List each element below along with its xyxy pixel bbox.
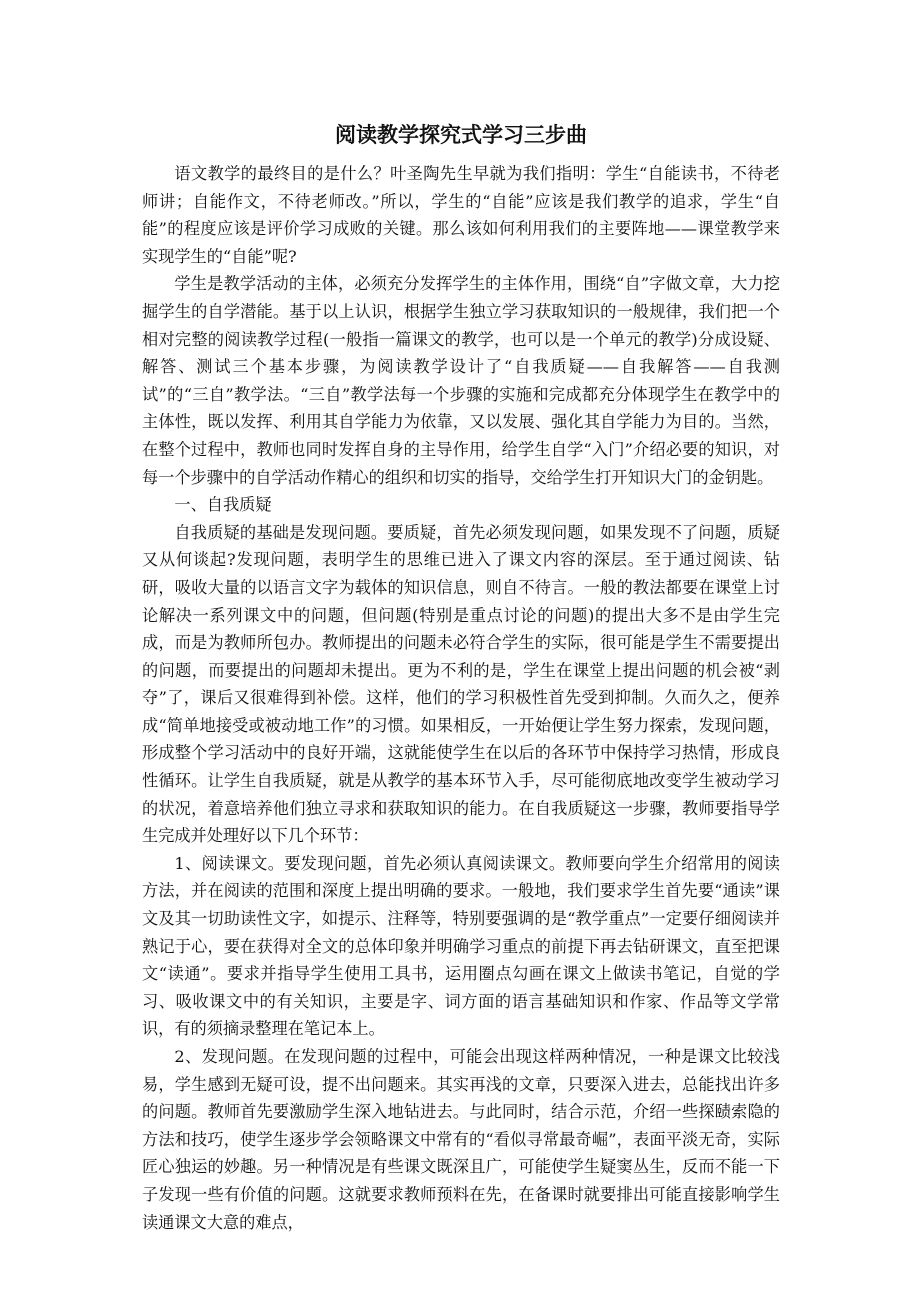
document-title: 阅读教学探究式学习三步曲 — [335, 123, 587, 147]
paragraph-finding-problems: 2、发现问题。在发现问题的过程中，可能会出现这样两种情况，一种是课文比较浅易，学生感到无疑可设，提不出问题来。其实再浅的文章，只要深入进去，总能找出许多的问题。教师首先要激励学生深入地钻进去。与此同时，结合示范，介绍一些探赜索隐的方法和技巧，使学生逐步学会领略课文中常有的“看似寻常最奇崛”，表面平淡无奇，实际匠心独运的妙趣。另一种情况是有些课文既深且广，可能使学生疑窦丛生，反而不能一下子发现一些有价值的问题。这就要求教师预料在先，在备课时就要排出可能直接影响学生读通课文大意的难点， — [142, 1047, 780, 1232]
paragraph-method: 学生是教学活动的主体，必须充分发挥学生的主体作用，围绕“自”字做文章，大力挖掘学生的自学潜能。基于以上认识，根据学生独立学习获取知识的一般规律，我们把一个相对完整的阅读教学过程(一般指一篇课文的教学，也可以是一个单元的教学)分成设疑、解答、测试三个基本步骤，为阅读教学设计了“自我质疑——自我解答——自我测试”的“三自”教学法。“三自”教学法每一个步骤的实施和完成都充分体现学生在教学中的主体性，既以发挥、利用其自学能力为依靠，又以发展、强化其自学能力为目的。当然，在整个过程中，教师也同时发挥自身的主导作用，给学生自学“入门”介绍必要的知识，对每一个步骤中的自学活动作精心的组织和切实的指导，交给学生打开知识大门的金钥匙。 — [142, 274, 780, 487]
section-heading-self-questioning: 一、自我质疑 — [174, 495, 272, 515]
paragraph-self-questioning: 自我质疑的基础是发现问题。要质疑，首先必须发现问题，如果发现不了问题，质疑又从何谈起?发现问题，表明学生的思维已进入了课文内容的深层。至于通过阅读、钻研，吸收大量的以语言文字为载体的知识信息，则自不待言。一般的教法都要在课堂上讨论解决一系列课文中的问题，但问题(特别是重点讨论的问题)的提出大多不是由学生完成，而是为教师所包办。教师提出的问题未必符合学生的实际，很可能是学生不需要提出的问题，而要提出的问题却未提出。更为不利的是，学生在课堂上提出问题的机会被“剥夺”了，课后又很难得到补偿。这样，他们的学习积极性首先受到抑制。久而久之，便养成“简单地接受或被动地工作”的习惯。如果相反，一开始便让学生努力探索，发现问题，形成整个学习活动中的良好开端，这就能使学生在以后的各环节中保持学习热情，形成良性循环。让学生自我质疑，就是从教学的基本环节入手，尽可能彻底地改变学生被动学习的状况，着意培养他们独立寻求和获取知识的能力。在自我质疑这一步骤，教师要指导学生完成并处理好以下几个环节： — [142, 522, 780, 846]
paragraph-reading-text: 1、阅读课文。要发现问题，首先必须认真阅读课文。教师要向学生介绍常用的阅读方法，并在阅读的范围和深度上提出明确的要求。一般地，我们要求学生首先要“通读”课文及其一切助读性文字，如提示、注释等，特别要强调的是“教学重点”一定要仔细阅读并熟记于心，要在获得对全文的总体印象并明确学习重点的前提下再去钻研课文，直至把课文“读通”。要求并指导学生使用工具书，运用圈点勾画在课文上做读书笔记，自觉的学习、吸收课文中的有关知识，主要是字、词方面的语言基础知识和作家、作品等文学常识，有的须摘录整理在笔记本上。 — [142, 853, 780, 1039]
paragraph-intro: 语文教学的最终目的是什么？叶圣陶先生早就为我们指明：学生“自能读书，不待老师讲；自能作文，不待老师改。”所以，学生的“自能”应该是我们教学的追求，学生“自能”的程度应该是评价学习成败的关键。那么该如何利用我们的主要阵地——课堂教学来实现学生的“自能”呢? — [142, 164, 780, 266]
document-body — [142, 118, 780, 1236]
